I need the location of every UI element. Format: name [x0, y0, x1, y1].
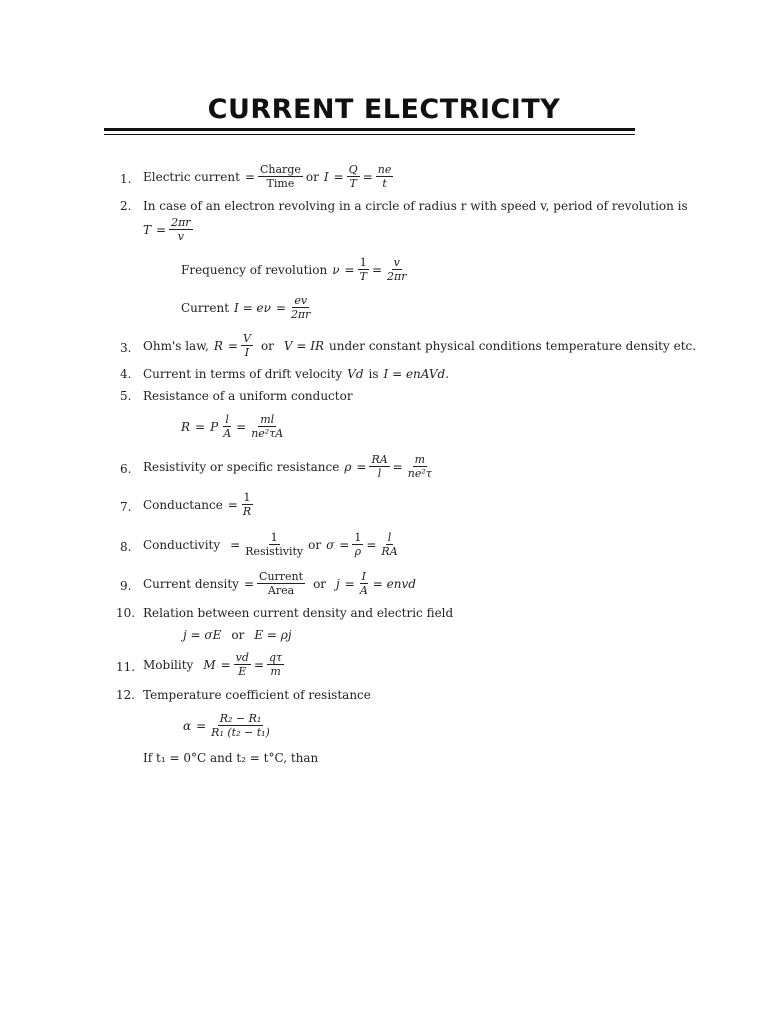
denominator: l — [377, 467, 382, 480]
denominator: E — [238, 665, 247, 678]
denominator: R — [242, 505, 252, 518]
page-title: CURRENT ELECTRICITY — [207, 94, 561, 125]
denominator: T — [349, 177, 357, 190]
fraction — [221, 413, 233, 440]
numerator: 1 — [359, 256, 367, 269]
denominator: ρ — [354, 545, 362, 558]
equals: = — [275, 300, 286, 315]
denominator: 2πr — [387, 270, 407, 283]
numerator: Current — [259, 570, 304, 583]
expression: E = ρj — [254, 628, 292, 642]
symbol: T — [143, 222, 152, 237]
denominator: Resistivity — [245, 545, 304, 558]
label: Mobility — [143, 657, 194, 672]
numerator: ev — [294, 294, 308, 307]
item-number: 12. — [116, 688, 136, 702]
equals: = — [344, 262, 355, 277]
equals: = — [220, 657, 231, 672]
item-number: 10. — [116, 606, 136, 620]
item-12-text: Temperature coefficient of resistance — [143, 688, 371, 702]
symbol: ν — [332, 262, 340, 277]
denominator: Time — [266, 177, 295, 190]
item-8-formula — [143, 531, 403, 558]
expression: j = σE — [183, 628, 222, 642]
item-number: 11. — [116, 660, 136, 674]
expression: = envd — [372, 576, 416, 591]
expression: I = enAVd. — [383, 367, 450, 381]
fraction — [347, 163, 360, 190]
denominator: A — [223, 427, 232, 440]
equals: = — [236, 419, 247, 434]
item-10-text: Relation between current density and electric field — [143, 606, 454, 620]
fraction — [358, 570, 370, 597]
current-formula — [181, 294, 315, 321]
fraction — [243, 531, 305, 558]
expression: I = eν — [234, 300, 271, 315]
fraction — [369, 453, 389, 480]
numerator: R₂ − R₁ — [219, 712, 262, 725]
denominator: m — [270, 665, 281, 678]
or-text: or — [231, 628, 245, 642]
equals: = — [195, 419, 206, 434]
or-text: or — [313, 576, 327, 591]
denominator: v — [177, 230, 184, 243]
equals: = — [227, 338, 238, 353]
equals: = — [227, 497, 238, 512]
title-underline-thin — [104, 134, 635, 135]
item-6-formula — [143, 453, 437, 480]
equals: = — [230, 537, 241, 552]
item-2-text: In case of an electron revolving in a circle of radius r with speed v, period of revolution is — [143, 199, 688, 213]
fraction — [258, 163, 303, 190]
fraction — [234, 651, 251, 678]
denominator: ne²τ — [407, 467, 432, 480]
numerator: ml — [260, 413, 275, 426]
numerator: Q — [348, 163, 358, 176]
numerator: RA — [371, 453, 388, 466]
label: Resistivity or specific resistance — [143, 459, 340, 474]
denominator: ne²τA — [251, 427, 284, 440]
symbol: j — [336, 576, 340, 591]
resistance-formula — [181, 413, 288, 440]
denominator: T — [359, 270, 367, 283]
numerator: l — [387, 531, 392, 544]
period-formula — [143, 216, 196, 243]
numerator: qτ — [269, 651, 283, 664]
equals: = — [243, 576, 255, 591]
equals: = — [366, 537, 377, 552]
symbol: R — [181, 419, 191, 434]
symbol: I — [323, 169, 329, 184]
equals: = — [356, 459, 367, 474]
numerator: V — [242, 332, 251, 345]
fraction — [209, 712, 272, 739]
item-5-text: Resistance of a uniform conductor — [143, 389, 353, 403]
symbol: R — [213, 338, 223, 353]
label: Conductivity — [143, 537, 221, 552]
numerator: ne — [377, 163, 392, 176]
denominator: 2πr — [290, 308, 311, 321]
fraction — [257, 570, 305, 597]
numerator: l — [225, 413, 229, 426]
equals: = — [156, 222, 167, 237]
denominator: I — [244, 346, 250, 359]
fraction — [352, 531, 363, 558]
denominator: Area — [267, 584, 295, 597]
numerator: Charge — [260, 163, 301, 176]
item-number: 6. — [120, 462, 132, 476]
equals: = — [339, 537, 350, 552]
fraction — [241, 332, 253, 359]
fraction — [358, 256, 369, 283]
numerator: vd — [235, 651, 249, 664]
equals: = — [333, 169, 344, 184]
fraction — [241, 491, 253, 518]
symbol: Vd — [347, 367, 364, 381]
equals: = — [371, 262, 382, 277]
temperature-coefficient-formula — [183, 712, 275, 739]
item-number: 5. — [120, 389, 132, 403]
fraction — [385, 256, 409, 283]
denominator: A — [359, 584, 368, 597]
text: is — [368, 367, 379, 381]
text: under constant physical conditions temperature density etc. — [329, 338, 697, 353]
fraction — [379, 531, 399, 558]
symbol: α — [183, 718, 192, 733]
item-4-text — [143, 367, 449, 381]
or-text: or — [260, 338, 274, 353]
or-text: or — [305, 169, 319, 184]
equals: = — [253, 657, 264, 672]
fraction — [249, 413, 285, 440]
expression: V = IR — [283, 338, 325, 353]
text: Current in terms of drift velocity — [143, 367, 343, 381]
numerator: 1 — [270, 531, 278, 544]
item-number: 2. — [120, 199, 132, 213]
label: Conductance — [143, 497, 223, 512]
symbol: ρ — [344, 459, 352, 474]
frequency-formula — [181, 256, 412, 283]
title-underline — [104, 128, 635, 131]
symbol: σ — [326, 537, 335, 552]
numerator: m — [414, 453, 426, 466]
equals: = — [362, 169, 373, 184]
fraction — [169, 216, 193, 243]
item-3-formula — [143, 332, 696, 359]
symbol: M — [203, 657, 216, 672]
item-7-formula — [143, 491, 256, 518]
item-11-formula — [143, 651, 287, 678]
equals: = — [196, 718, 207, 733]
item-1-formula — [143, 163, 396, 190]
label: Ohm's law, — [143, 338, 209, 353]
label: Current density — [143, 576, 239, 591]
item-number: 3. — [120, 341, 132, 355]
fraction — [406, 453, 434, 480]
symbol: P — [210, 419, 219, 434]
fraction — [267, 651, 284, 678]
equals: = — [244, 169, 255, 184]
item-number: 4. — [120, 367, 132, 381]
label: Electric current — [143, 169, 240, 184]
denominator: R₁ (t₂ − t₁) — [211, 726, 270, 739]
item-number: 7. — [120, 500, 132, 514]
item-9-formula — [143, 570, 416, 597]
denominator: RA — [381, 545, 398, 558]
numerator: I — [361, 570, 366, 583]
item-number: 8. — [120, 540, 132, 554]
numerator: 1 — [243, 491, 251, 504]
equals: = — [392, 459, 403, 474]
if-condition-line: If t₁ = 0°C and t₂ = t°C, than — [143, 751, 319, 765]
equals: = — [344, 576, 355, 591]
current-density-relation — [183, 628, 292, 642]
or-text: or — [308, 537, 322, 552]
item-number: 9. — [120, 579, 132, 593]
fraction — [376, 163, 394, 190]
label: Current — [181, 300, 230, 315]
numerator: 2πr — [171, 216, 191, 229]
numerator: 1 — [354, 531, 362, 544]
label: Frequency of revolution — [181, 262, 328, 277]
fraction — [289, 294, 313, 321]
item-number: 1. — [120, 172, 132, 186]
numerator: v — [393, 256, 400, 269]
denominator: t — [382, 177, 387, 190]
